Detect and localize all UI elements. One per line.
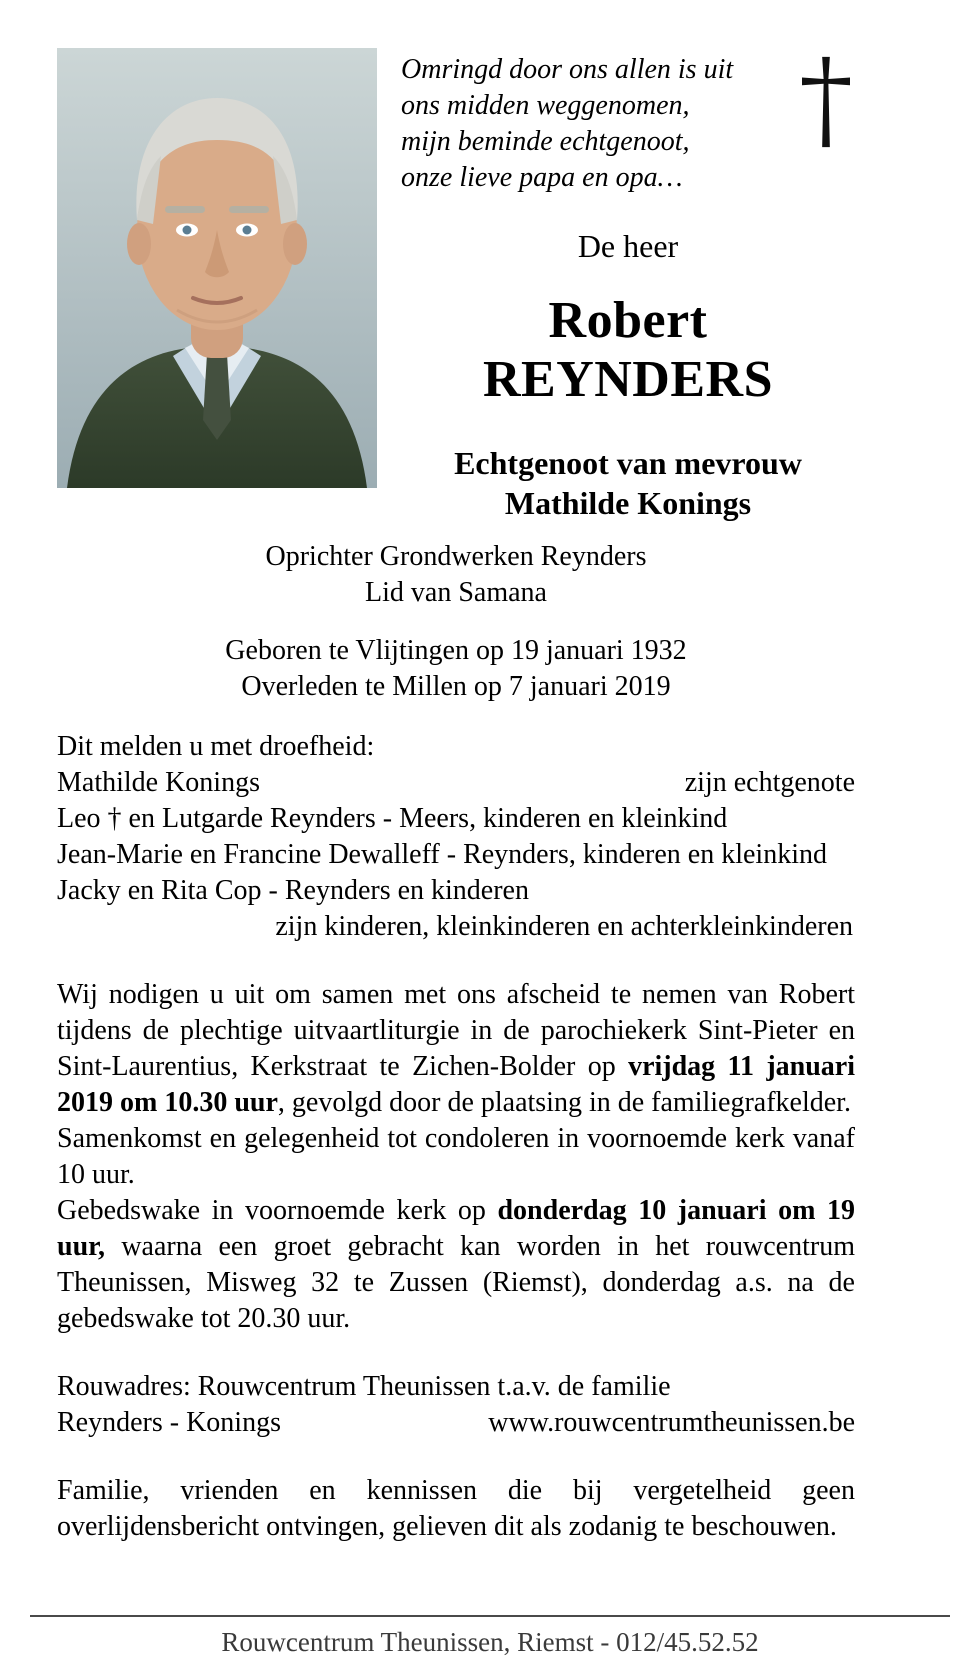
vigil-text: Gebedswake in voornoemde kerk op	[57, 1195, 498, 1226]
salutation: De heer	[577, 228, 679, 264]
spouse-name: Mathilde Konings	[504, 485, 752, 521]
intro-verse-line: ons midden weggenomen,	[401, 90, 690, 121]
service-block	[57, 977, 855, 1337]
mourning-address-line: Rouwadres: Rouwcentrum Theunissen t.a.v. de familie	[57, 1371, 671, 1402]
vigil-paragraph	[57, 1193, 855, 1337]
widow-relation: zijn echtgenote	[684, 767, 855, 798]
deceased-portrait-photo	[57, 48, 377, 488]
intro-verse	[401, 48, 791, 196]
latin-cross-icon	[791, 48, 855, 196]
funeral-home-contact: Rouwcentrum Theunissen, Riemst - 012/45.52.52	[221, 1627, 759, 1657]
header-right-column	[377, 48, 855, 523]
family-line: Jacky en Rita Cop - Reynders en kinderen	[57, 875, 529, 906]
mourning-address-block	[57, 1369, 855, 1441]
family-line: Jean-Marie en Francine Dewalleff - Reynders, kinderen en kleinkind	[57, 839, 827, 870]
dates-block	[57, 633, 855, 705]
gathering-paragraph: Samenkomst en gelegenheid tot condoleren in voornoemde kerk vanaf 10 uur.	[57, 1123, 855, 1190]
funeral-datetime: vrijdag 11 januari 2019 om 10.30 uur	[57, 1051, 856, 1118]
birth-line: Geboren te Vlijtingen op 19 januari 1932	[225, 635, 687, 666]
widow-name: Mathilde Konings	[57, 767, 260, 798]
invitation-paragraph	[57, 977, 855, 1121]
mourning-address-row	[57, 1405, 855, 1441]
intro-verse-line: onze lieve papa en opa…	[401, 162, 683, 193]
membership-line: Lid van Samana	[365, 577, 547, 608]
mourning-family-name: Reynders - Konings	[57, 1407, 281, 1438]
vigil-datetime: donderdag 10 januari om 19 uur,	[57, 1195, 855, 1262]
death-line: Overleden te Millen op 7 januari 2019	[241, 671, 671, 702]
closing-paragraph: Familie, vrienden en kennissen die bij vergetelheid geen overlijdensbericht ontvingen, gelieven dit als zodanig te beschouwen.	[57, 1475, 855, 1542]
announcement-intro: Dit melden u met droefheid:	[57, 731, 375, 762]
invitation-text: Wij nodigen u uit om samen met ons afscheid te nemen van Robert tijdens de plechtige uitvaartliturgie in de parochiekerk Sint-Pieter en Sint-Laurentius, Kerkstraat te Zichen-Bolder op	[57, 979, 855, 1082]
deceased-name: Robert REYNDERS	[482, 292, 774, 408]
footer-bar	[30, 1615, 950, 1672]
widow-row	[57, 765, 855, 801]
header-section	[57, 48, 855, 523]
spouse-block	[401, 443, 855, 523]
intro-verse-line: Omringd door ons allen is uit	[401, 54, 734, 85]
roles-block	[57, 539, 855, 611]
announcement-block	[57, 729, 855, 945]
funeral-home-website: www.rouwcentrumtheunissen.be	[488, 1407, 855, 1438]
spouse-intro: Echtgenoot van mevrouw	[454, 445, 802, 481]
family-line: Leo † en Lutgarde Reynders - Meers, kinderen en kleinkind	[57, 803, 728, 834]
invitation-text: , gevolgd door de plaatsing in de familiegrafkelder.	[277, 1087, 851, 1118]
intro-verse-line: mijn beminde echtgenoot,	[401, 126, 690, 157]
founder-line: Oprichter Grondwerken Reynders	[265, 541, 647, 572]
relatives-summary: zijn kinderen, kleinkinderen en achterkleinkinderen	[275, 911, 853, 942]
vigil-text: waarna een groet gebracht kan worden in het rouwcentrum Theunissen, Misweg 32 te Zussen (Riemst), donderdag a.s. na de gebedswake tot 20.30 uur.	[57, 1231, 855, 1334]
intro-row	[401, 48, 855, 196]
